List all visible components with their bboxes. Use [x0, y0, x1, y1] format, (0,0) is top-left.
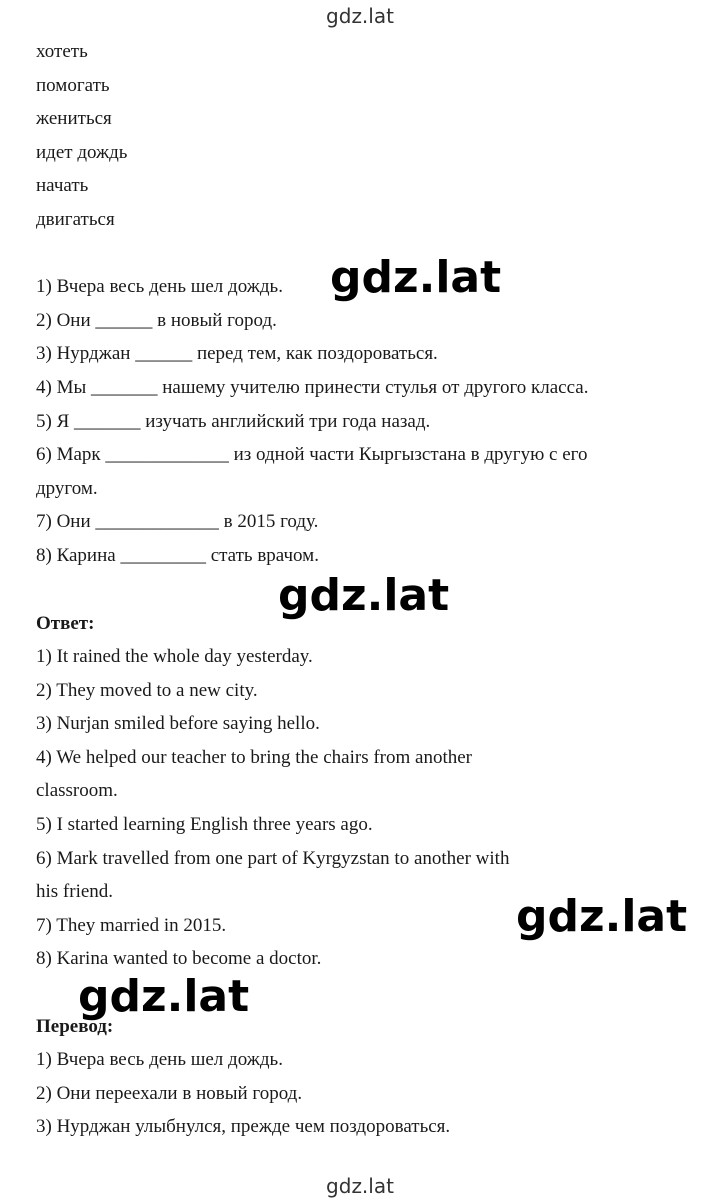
answer-line: 8) Karina wanted to become a doctor. [36, 948, 322, 969]
exercise-line: 4) Мы _______ нашему учителю принести стулья от другого класса. [36, 377, 589, 398]
verb-item: идет дождь [36, 142, 128, 163]
answer-line: his friend. [36, 881, 114, 902]
answer-heading: Ответ: [36, 613, 95, 634]
answer-line: classroom. [36, 780, 118, 801]
verb-item: помогать [36, 75, 110, 96]
watermark: gdz.lat [516, 891, 688, 942]
answer-line: 3) Nurjan smiled before saying hello. [36, 713, 320, 734]
exercise-line: 3) Нурджан ______ перед тем, как поздороваться. [36, 343, 438, 364]
exercise-line: 8) Карина _________ стать врачом. [36, 545, 319, 566]
answer-line: 5) I started learning English three years ago. [36, 814, 373, 835]
translation-line: 3) Нурджан улыбнулся, прежде чем поздороваться. [36, 1116, 451, 1137]
translation-line: 2) Они переехали в новый город. [36, 1083, 303, 1104]
exercise-line: 6) Марк _____________ из одной части Кыргызстана в другую с его [36, 444, 588, 465]
exercise-line: другом. [36, 478, 98, 499]
exercise-line: 2) Они ______ в новый город. [36, 310, 277, 331]
answer-line: 6) Mark travelled from one part of Kyrgyzstan to another with [36, 848, 510, 869]
verb-item: жениться [36, 108, 112, 129]
watermark: gdz.lat [278, 570, 450, 621]
translation-heading: Перевод: [36, 1016, 114, 1037]
verb-item: начать [36, 175, 89, 196]
answer-line: 7) They married in 2015. [36, 915, 227, 936]
answer-line: 4) We helped our teacher to bring the chairs from another [36, 747, 473, 768]
translation-line: 1) Вчера весь день шел дождь. [36, 1049, 283, 1070]
exercise-line: 1) Вчера весь день шел дождь. [36, 276, 283, 297]
answer-line: 1) It rained the whole day yesterday. [36, 646, 313, 667]
watermark: gdz.lat [78, 971, 250, 1022]
watermark: gdz.lat [330, 252, 502, 303]
exercise-line: 5) Я _______ изучать английский три года назад. [36, 411, 431, 432]
verb-item: двигаться [36, 209, 115, 230]
site-footer: gdz.lat [326, 1174, 394, 1198]
site-header: gdz.lat [326, 4, 394, 28]
answer-line: 2) They moved to a new city. [36, 680, 258, 701]
exercise-line: 7) Они _____________ в 2015 году. [36, 511, 319, 532]
verb-item: хотеть [36, 41, 88, 62]
